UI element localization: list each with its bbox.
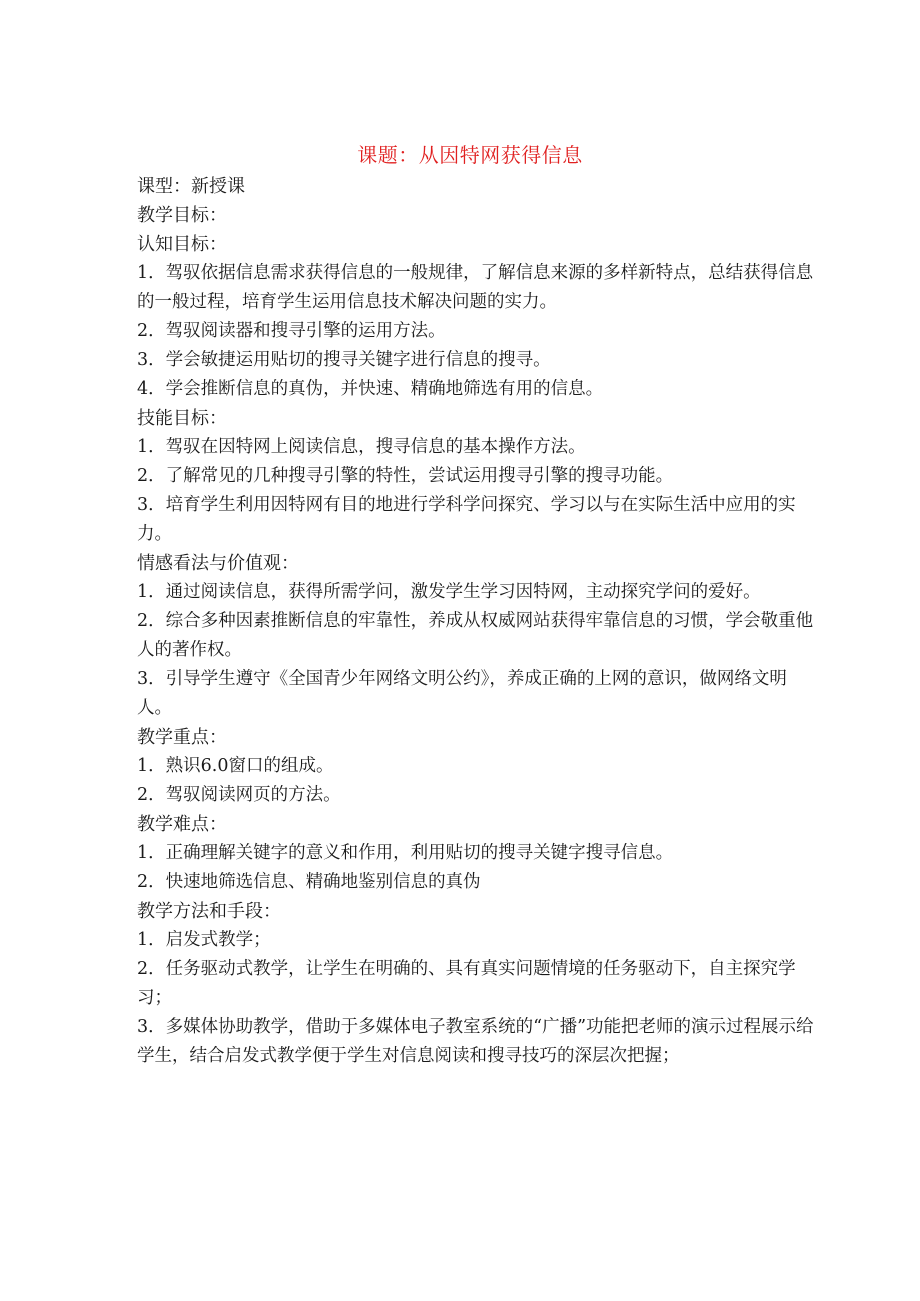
- list-item: 1．通过阅读信息，获得所需学问，激发学生学习因特网，主动探究学问的爱好。: [137, 582, 761, 602]
- list-item: 2．驾驭阅读器和搜寻引擎的运用方法。: [137, 321, 446, 341]
- section-heading-methods: 教学方法和手段：: [137, 901, 281, 922]
- section-heading-attitude-values: 情感看法与价值观：: [137, 553, 299, 574]
- list-item: 4．学会推断信息的真伪，并快速、精确地筛选有用的信息。: [137, 379, 604, 399]
- list-item: 2．快速地筛选信息、精确地鉴别信息的真伪: [137, 872, 481, 892]
- list-item: 1．驾驭在因特网上阅读信息，搜寻信息的基本操作方法。: [137, 437, 586, 457]
- list-item: 2．了解常见的几种搜寻引擎的特性，尝试运用搜寻引擎的搜寻功能。: [137, 466, 674, 486]
- document-title: 课题：从因特网获得信息: [357, 143, 583, 167]
- document-body: [137, 172, 817, 1071]
- list-item: 2．综合多种因素推断信息的牢靠性，养成从权威网站获得牢靠信息的习惯，学会敬重他人的著作权。: [137, 611, 814, 660]
- list-item: 1．启发式教学；: [137, 930, 271, 950]
- list-item: 2．驾驭阅读网页的方法。: [137, 785, 341, 805]
- section-heading-cognitive-goals: 认知目标：: [137, 234, 227, 255]
- list-item: 3．多媒体协助教学，借助于多媒体电子教室系统的“广播”功能把老师的演示过程展示给学生，结合启发式教学便于学生对信息阅读和搜寻技巧的深层次把握；: [137, 1017, 814, 1066]
- list-item: 1．正确理解关键字的意义和作用，利用贴切的搜寻关键字搜寻信息。: [137, 843, 674, 863]
- section-heading-key-points: 教学重点：: [137, 727, 227, 748]
- section-heading-teaching-goals: 教学目标：: [137, 205, 227, 226]
- section-heading-skill-goals: 技能目标：: [137, 408, 227, 429]
- list-item: 1．驾驭依据信息需求获得信息的一般规律，了解信息来源的多样新特点，总结获得信息的一般过程，培育学生运用信息技术解决问题的实力。: [137, 263, 814, 312]
- list-item: 3．学会敏捷运用贴切的搜寻关键字进行信息的搜寻。: [137, 350, 551, 370]
- list-item: 3．培育学生利用因特网有目的地进行学科学问探究、学习以与在实际生活中应用的实力。: [137, 495, 796, 544]
- list-item: 2．任务驱动式教学，让学生在明确的、具有真实问题情境的任务驱动下，自主探究学习；: [137, 959, 796, 1008]
- course-type-line: 课型：新授课: [137, 176, 245, 197]
- section-heading-difficult-points: 教学难点：: [137, 814, 227, 835]
- list-item: 3．引导学生遵守《全国青少年网络文明公约》，养成正确的上网的意识，做网络文明人。: [137, 669, 787, 718]
- list-item: 1．熟识6.0窗口的组成。: [137, 756, 334, 776]
